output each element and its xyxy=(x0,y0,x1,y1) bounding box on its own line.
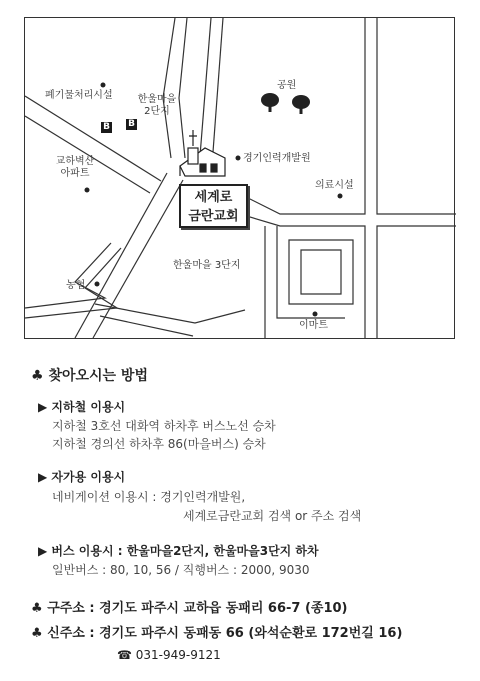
map-label-park: 공원 xyxy=(277,80,297,91)
club-icon: ♣ xyxy=(31,601,43,616)
church-icon xyxy=(180,130,225,176)
map-label-nonghyup: 농협 xyxy=(66,280,86,291)
bus-heading-text: 버스 이용시 : 한울마을2단지, 한울마을3단지 하차 xyxy=(51,544,319,558)
car-heading-text: 자가용 이용시 xyxy=(51,470,126,484)
phone-number-text: 031-949-9121 xyxy=(135,648,221,662)
park-tree-icon xyxy=(261,93,310,114)
triangle-bullet-icon: ▶ xyxy=(38,544,48,558)
club-icon: ♣ xyxy=(31,626,43,641)
new-address xyxy=(31,622,402,641)
club-icon: ♣ xyxy=(31,368,44,384)
location-map xyxy=(24,17,455,339)
bus-heading xyxy=(38,543,319,560)
subway-line1: 지하철 3호선 대화역 하차후 버스노선 승차 xyxy=(52,419,276,433)
phone-number xyxy=(117,648,221,662)
old-address xyxy=(31,597,348,616)
car-line2: 세계로금란교회 검색 or 주소 검색 xyxy=(183,509,362,523)
bus-line1: 일반버스 : 80, 10, 56 / 직행버스 : 2000, 9030 xyxy=(52,563,310,577)
map-label-waste: 폐기물처리시설 xyxy=(45,90,113,101)
map-label-hanul3: 한울마을 3단지 xyxy=(173,260,241,271)
subway-heading xyxy=(38,399,125,416)
triangle-bullet-icon: ▶ xyxy=(38,470,48,484)
car-heading xyxy=(38,469,125,486)
old-address-text: 구주소 : 경기도 파주시 교하읍 동패리 66-7 (종10) xyxy=(47,601,348,616)
church-name-line2: 금란교회 xyxy=(188,209,239,224)
map-label-hanul2-line2: 2단지 xyxy=(144,106,170,117)
map-label-gyoha-line2: 아파트 xyxy=(60,168,90,179)
subway-line2: 지하철 경의선 하차후 86(마을버스) 승차 xyxy=(52,437,266,451)
map-label-gyeonggi-center: 경기인력개발원 xyxy=(243,153,311,164)
new-address-text: 신주소 : 경기도 파주시 동패동 66 (와석순환로 172번길 16) xyxy=(47,626,403,641)
subway-heading-text: 지하철 이용시 xyxy=(51,400,126,414)
map-label-gyoha-line1: 교하벽산 xyxy=(55,156,95,167)
map-label-hanul2-line1: 한울마을 xyxy=(137,94,177,105)
church-name-box xyxy=(179,184,248,228)
directions-title-text: 찾아오시는 방법 xyxy=(48,368,148,384)
phone-icon: ☎ xyxy=(117,648,132,662)
map-label-emart: 이마트 xyxy=(299,320,328,331)
directions-title xyxy=(31,365,148,385)
car-line1: 네비게이션 이용시 : 경기인력개발원, xyxy=(52,490,246,504)
triangle-bullet-icon: ▶ xyxy=(38,400,48,414)
map-label-gyoha xyxy=(50,156,100,180)
map-label-medical: 의료시설 xyxy=(315,180,354,191)
church-name-line1: 세계로 xyxy=(194,190,233,205)
bus-stop-icon: B xyxy=(126,119,137,130)
bus-stop-icon: B xyxy=(101,122,112,133)
map-label-hanul2 xyxy=(133,94,181,118)
